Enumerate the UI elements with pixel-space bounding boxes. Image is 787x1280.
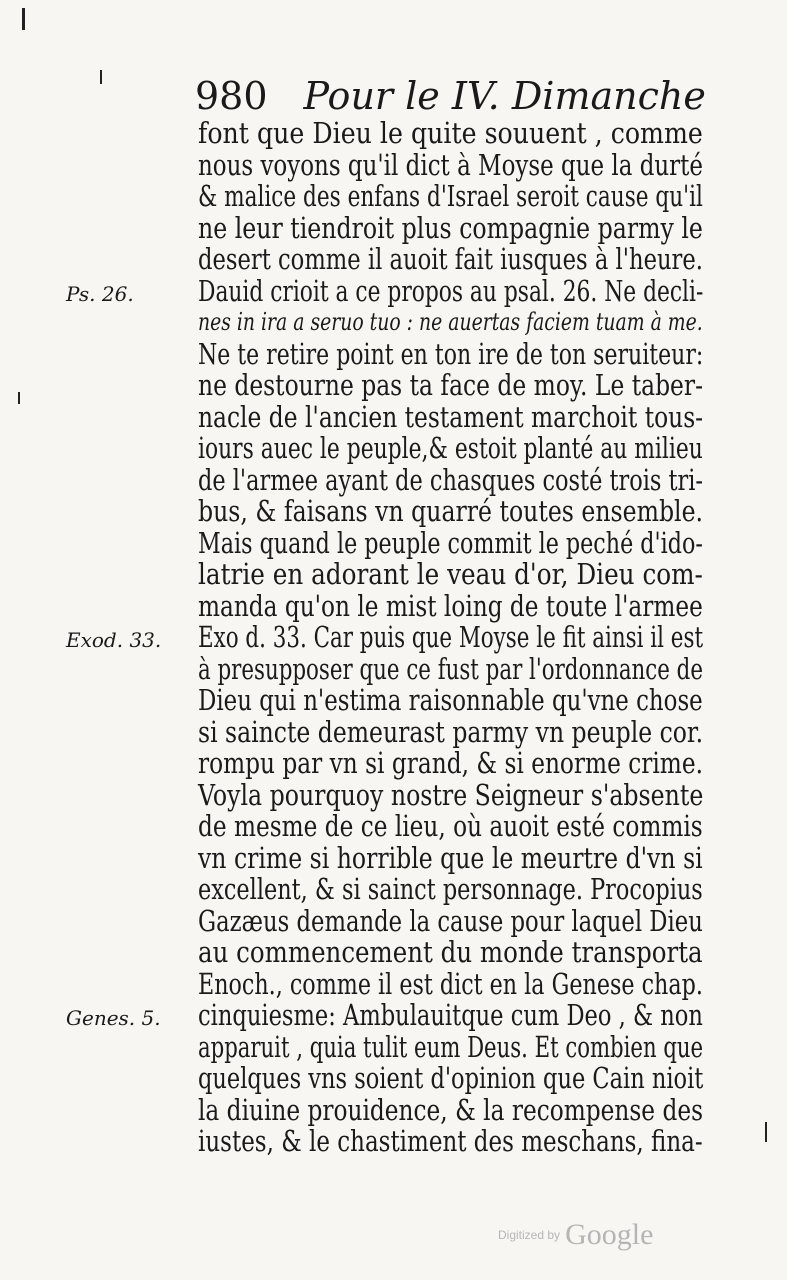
text-line: de mesme de ce lieu, où auoit esté commis [198,809,703,843]
scan-speck [100,70,102,84]
page-header [195,72,706,120]
text-line: iustes, & le chastiment des meschans, fina- [198,1124,703,1158]
scan-speck [765,1122,767,1142]
text-line: ne destourne pas ta face de moy. Le taber- [198,368,703,402]
text-line: bus, & faisans vn quarré toutes ensemble. [198,494,704,528]
text-line: de l'armee ayant de chasques costé trois tri- [198,462,703,497]
margin-reference: Genes. 5. [66,1006,161,1030]
margin-reference: Exod. 33. [66,628,162,652]
text-line: excellent, & si sainct personnage. Procopius [198,872,703,906]
text-line: nes in ira a seruo tuo : ne auertas faciem tuam à me. [198,308,703,336]
text-line: quelques vns soient d'opinion que Cain nioit [198,1061,704,1095]
scan-speck [18,392,20,404]
watermark-prefix: Digitized by [498,1228,561,1242]
text-line: Mais quand le peuple commit le peché d'ido- [198,525,703,560]
text-line: apparuit , quia tulit eum Deus. Et combien que [198,1029,704,1064]
text-line: vn crime si horrible que le meurtre d'vn si [198,840,703,875]
text-line: font que Dieu le quite souuent , comme [198,116,703,150]
google-watermark [498,1218,668,1258]
page-number: 980 [195,74,268,118]
text-line: Exo d. 33. Car puis que Moyse le fit ainsi il est [198,620,704,654]
google-logo: Google [565,1218,654,1251]
scan-speck [22,8,25,30]
text-line: & malice des enfans d'Israel seroit cause qu'il [198,179,703,213]
text-line: Ne te retire point en ton ire de ton seruiteur: [198,336,704,371]
text-line: Gazæus demande la cause pour laquel Dieu [198,903,703,938]
text-line: nacle de l'ancien testament marchoit tous- [198,399,704,434]
text-line: manda qu'on le mist loing de toute l'armee [198,588,703,623]
running-title: Pour le IV. Dimanche [303,74,706,118]
text-line: desert comme il auoit fait iusques à l'heure. [198,242,703,276]
text-line: iours auec le peuple,& estoit planté au milieu [198,431,703,465]
text-line: ne leur tiendroit plus compagnie parmy le [198,210,703,245]
text-line: rompu par vn si grand, & si enorme crime. [198,746,703,780]
text-line: au commencement du monde transporta [198,935,703,969]
text-line: Dauid crioit a ce propos au psal. 26. Ne decli- [198,273,704,308]
text-line: nous voyons qu'il dict à Moyse que la durté [198,147,703,182]
text-line: la diuine prouidence, & la recompense des [198,1092,704,1127]
text-line: si saincte demeurast parmy vn peuple cor. [198,714,704,749]
text-line: Voyla pourquoy nostre Seigneur s'absente [198,777,704,812]
margin-reference: Ps. 26. [66,281,134,306]
text-line: Enoch., comme il est dict en la Genese chap. [198,966,703,1001]
text-line: à presupposer que ce fust par l'ordonnance de [198,651,703,686]
text-line: Dieu qui n'estima raisonnable qu'vne chose [198,683,703,717]
text-line: cinquiesme: Ambulauitque cum Deo , & non [198,998,703,1032]
text-line: latrie en adorant le veau d'or, Dieu com- [198,557,703,591]
body-text [198,118,708,1158]
